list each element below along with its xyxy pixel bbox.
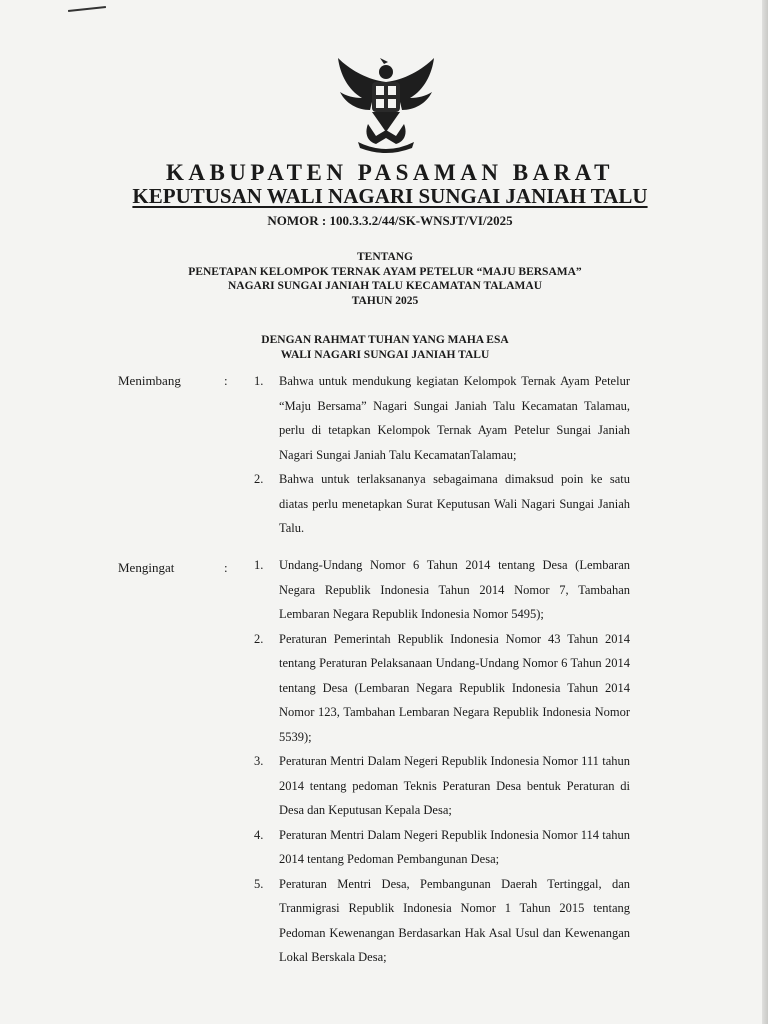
list-item [254,553,630,627]
tentang-line-3: TAHUN 2025 [351,294,419,307]
item-text: Peraturan Mentri Desa, Pembangunan Daerah Tertinggal, dan Tranmigrasi Republik Indonesia Nomor 1 Tahun 2015 tentang Pedoman Kewenangan Berdasarkan Hak Asal Usul dan Kewenangan Lokal Berskala Desa; [279,876,630,964]
rahmat-block [120,333,650,362]
tentang-label: TENTANG [356,251,414,263]
mengingat-label: Mengingat [118,560,175,575]
header-kabupaten: KABUPATEN PASAMAN BARAT [165,160,615,185]
item-text: Peraturan Mentri Dalam Negeri Republik Indonesia Nomor 114 tahun 2014 tentang Pedoman Pembangunan Desa; [279,827,630,866]
header-nomor: NOMOR : 100.3.3.2/44/SK-WNSJT/VI/2025 [267,213,513,228]
item-text: Undang-Undang Nomor 6 Tahun 2014 tentang Desa (Lembaran Negara Republik Indonesia Tahun 2014 Nomor 7, Tambahan Lembaran Negara Republik Indonesia Nomor 5495); [279,558,630,621]
item-text: Peraturan Mentri Dalam Negeri Republik Indonesia Nomor 111 tahun 2014 tentang pedoman Teknis Peraturan Desa bentuk Peraturan di Desa dan Keputusan Kepala Desa; [279,754,630,817]
list-item [254,467,630,541]
menimbang-label: Menimbang [118,373,181,388]
item-number: 4. [254,827,264,842]
scan-mark [68,6,106,12]
rahmat-line-1: DENGAN RAHMAT TUHAN YANG MAHA ESA [261,334,509,346]
tentang-line-1: PENETAPAN KELOMPOK TERNAK AYAM PETELUR “MAJU BERSAMA” [188,265,582,278]
menimbang-colon: : [224,373,228,388]
item-number: 1. [254,374,264,388]
list-item [254,627,630,750]
item-number: 5. [254,876,264,891]
rahmat-line-2: WALI NAGARI SUNGAI JANIAH TALU [280,348,490,361]
page-edge-shadow [762,0,768,1024]
tentang-block [120,250,650,308]
item-number: 1. [254,558,264,572]
item-number: 2. [254,472,264,486]
item-text: Bahwa untuk terlaksananya sebagaimana dimaksud poin ke satu diatas perlu menetapkan Surat Keputusan Wali Nagari Sungai Janiah Talu. [279,472,630,535]
mengingat-colon: : [224,560,228,575]
garuda-emblem-icon [328,52,444,156]
mengingat-list [254,553,630,970]
list-item [254,872,630,970]
menimbang-list [254,369,630,541]
list-item [254,369,630,467]
header-keputusan: KEPUTUSAN WALI NAGARI SUNGAI JANIAH TALU [132,184,648,208]
item-text: Bahwa untuk mendukung kegiatan Kelompok Ternak Ayam Petelur “Maju Bersama” Nagari Sungai Janiah Talu Kecamatan Talamau, perlu di tetapkan Kelompok Ternak Ayam Petelur Sungai Janiah Nagari Sungai Janiah Talu KecamatanTalamau; [279,374,630,462]
item-number: 2. [254,631,264,646]
tentang-line-2: NAGARI SUNGAI JANIAH TALU KECAMATAN TALAMAU [227,280,543,292]
item-text: Peraturan Pemerintah Republik Indonesia Nomor 43 Tahun 2014 tentang Peraturan Pelaksanaan Undang-Undang Nomor 6 Tahun 2014 tentang Desa (Lembaran Negara Republik Indonesia Tahun 2014 Nomor 123, Tambahan Lembaran Negara Republik Indonesia Nomor 5539); [279,631,630,744]
item-number: 3. [254,754,264,768]
list-item [254,823,630,872]
list-item [254,749,630,823]
